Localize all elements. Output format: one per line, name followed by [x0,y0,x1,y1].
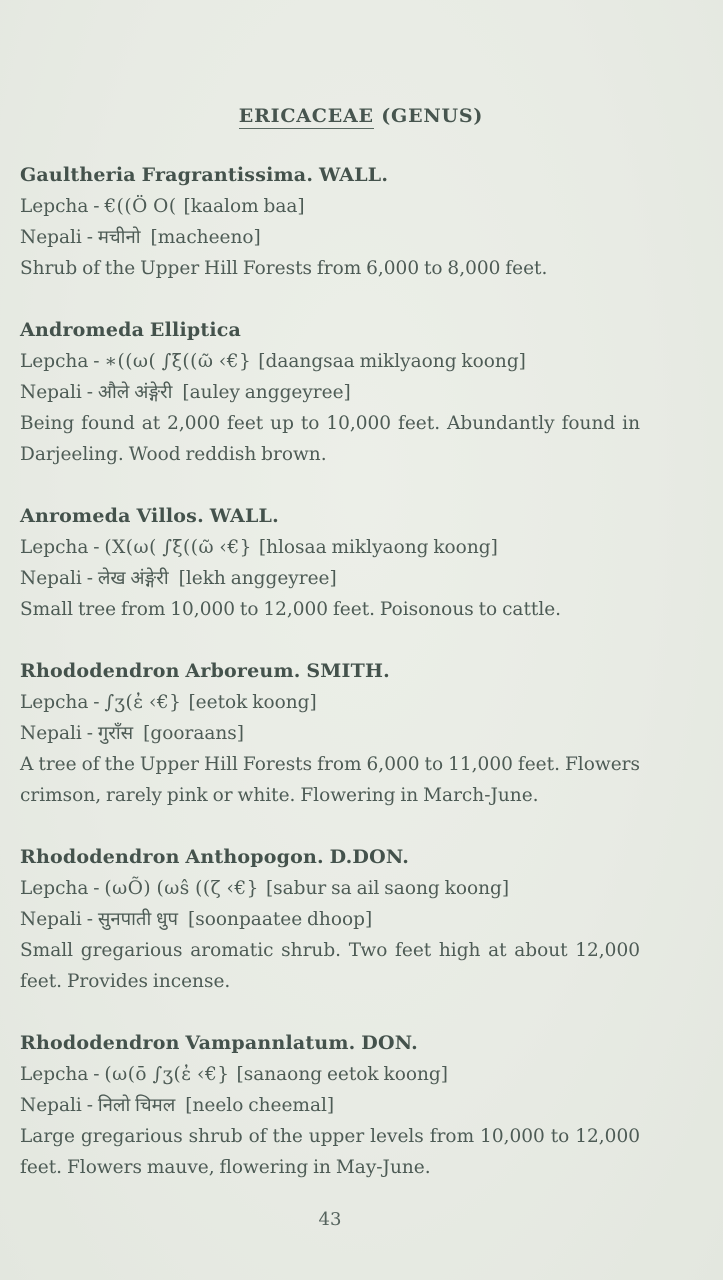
nepali-label: Nepali - [20,1095,98,1116]
page-number: 43 [318,1209,342,1230]
species-name: Andromeda Elliptica [20,319,242,341]
species-entry [20,160,640,284]
nepali-script: मचीनो [97,227,141,248]
lepcha-translit: [eetok koong] [188,692,317,713]
lepcha-translit: [sanaong eetok koong] [236,1064,448,1085]
nepali-line [20,377,640,408]
nepali-label: Nepali - [20,723,98,744]
nepali-label: Nepali - [20,909,98,930]
nepali-line [20,1090,640,1121]
family-name: ERICACEAE [238,105,374,127]
nepali-translit: [auley anggeyree] [182,382,351,403]
species-description: Small tree from 10,000 to 12,000 feet. Poisonous to cattle. [20,599,562,620]
lepcha-line [20,873,640,904]
species-name: Rhododendron Arboreum. SMITH. [20,660,390,682]
lepcha-line [20,1059,640,1090]
species-entry [20,656,640,811]
species-description: Being found at 2,000 feet up to 10,000 feet. Abundantly found in Darjeeling. Wood reddish brown. [20,413,640,465]
lepcha-translit: [kaalom baa] [183,196,305,217]
species-name: Anromeda Villos. WALL. [20,505,279,527]
nepali-translit: [macheeno] [150,227,261,248]
species-description: Small gregarious aromatic shrub. Two feet high at about 12,000 feet. Provides incense. [20,940,640,992]
nepali-translit: [soonpaatee dhoop] [188,909,373,930]
species-name: Rhododendron Anthopogon. D.DON. [20,846,410,868]
lepcha-line [20,687,640,718]
lepcha-label: Lepcha - [20,878,105,899]
lepcha-label: Lepcha - [20,196,105,217]
nepali-line [20,563,640,594]
nepali-label: Nepali - [20,382,98,403]
species-name: Gaultheria Fragrantissima. WALL. [20,164,389,186]
title-suffix: (GENUS) [373,105,484,127]
species-name: Rhododendron Vampannlatum. DON. [20,1032,418,1054]
lepcha-script: €((Ö O( [104,196,177,217]
nepali-script: सुनपाती धुप [97,909,179,930]
page-title [82,0,640,129]
lepcha-line [20,191,640,222]
nepali-translit: [gooraans] [143,723,245,744]
lepcha-script: (ωÕ) (ωŝ ((ζ ‹€} [104,878,259,899]
nepali-script: निलो चिमल [97,1095,176,1116]
nepali-translit: [lekh anggeyree] [178,568,337,589]
nepali-line [20,904,640,935]
lepcha-line [20,532,640,563]
lepcha-script: ∫ʒ(ἐ ‹€} [104,692,182,713]
nepali-translit: [neelo cheemal] [185,1095,335,1116]
nepali-script: गुराँस [97,723,134,744]
lepcha-line [20,346,640,377]
nepali-line [20,222,640,253]
nepali-line [20,718,640,749]
lepcha-translit: [hlosaa miklyaong koong] [258,537,498,558]
lepcha-label: Lepcha - [20,537,105,558]
nepali-script: औले अंङ्गेरी [97,382,173,403]
lepcha-script: (Χ(ω( ∫ξ̄((ῶ ‹€} [104,537,252,558]
lepcha-script: ∗((ω( ∫ξ̄((ῶ ‹€} [104,351,252,372]
lepcha-translit: [daangsaa miklyaong koong] [258,351,526,372]
lepcha-label: Lepcha - [20,351,105,372]
nepali-label: Nepali - [20,227,98,248]
lepcha-translit: [sabur sa ail saong koong] [265,878,510,899]
nepali-label: Nepali - [20,568,98,589]
species-description: Shrub of the Upper Hill Forests from 6,000 to 8,000 feet. [20,258,548,279]
species-entry [20,501,640,625]
lepcha-script: (ω(ō ∫ʒ(ἐ ‹€} [104,1064,230,1085]
nepali-script: लेख अंङ्गेरी [97,568,169,589]
lepcha-label: Lepcha - [20,692,105,713]
species-entry [20,1028,640,1183]
species-entry [20,315,640,470]
lepcha-label: Lepcha - [20,1064,105,1085]
species-description: Large gregarious shrub of the upper levels from 10,000 to 12,000 feet. Flowers mauve, flowering in May-June. [20,1126,640,1178]
species-entry [20,842,640,997]
species-description: A tree of the Upper Hill Forests from 6,000 to 11,000 feet. Flowers crimson, rarely pink or white. Flowering in March-June. [20,754,640,806]
